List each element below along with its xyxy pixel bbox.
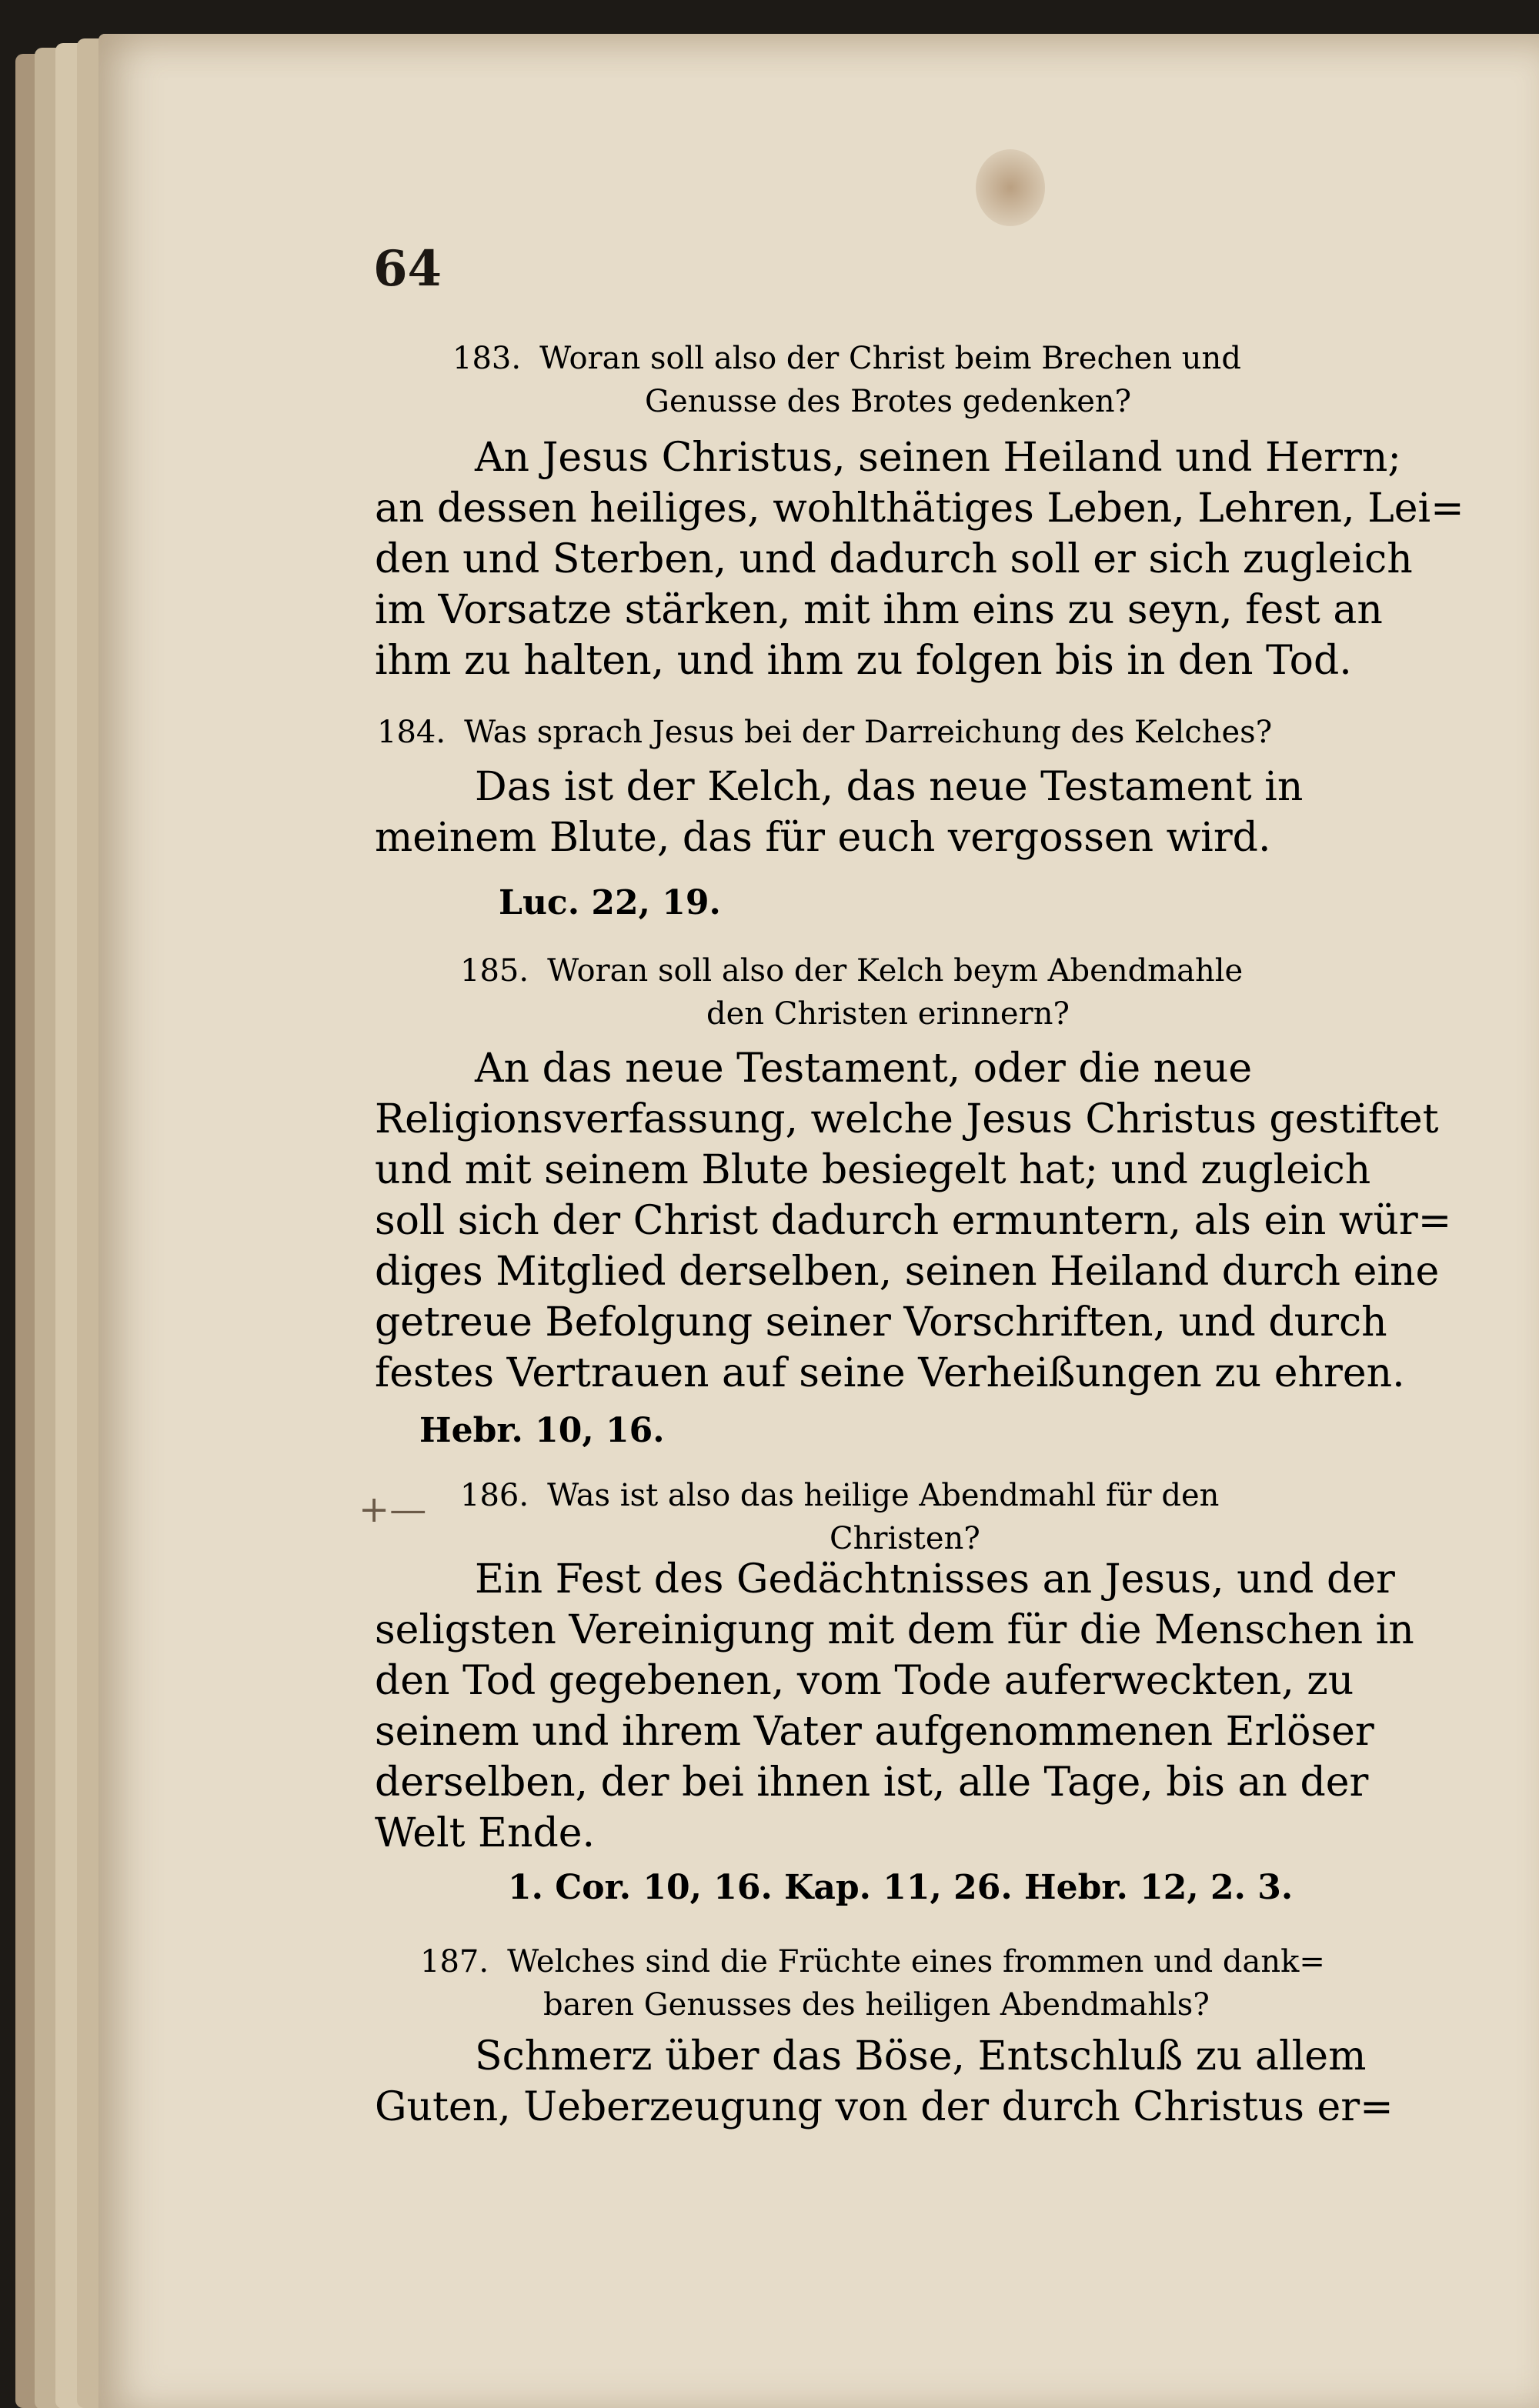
answer-line: An Jesus Christus, seinen Heiland und Herrn;: [475, 435, 1401, 481]
question-number: 184.: [377, 715, 446, 750]
question-number: 187.: [420, 1944, 489, 1979]
answer-line: Das ist der Kelch, das neue Testament in: [475, 764, 1304, 810]
answer-line: und mit seinem Blute besiegelt hat; und zugleich: [375, 1147, 1371, 1193]
handwritten-cross-mark: +—: [359, 1488, 427, 1531]
question-number: 183.: [452, 341, 522, 376]
answer-185: [375, 1043, 1452, 1399]
question-line: Woran soll also der Christ beim Brechen und: [539, 341, 1241, 376]
answer-line: soll sich der Christ dadurch ermuntern, als ein wür=: [375, 1198, 1452, 1244]
answer-line: getreue Befolgung seiner Vorschriften, und durch: [375, 1299, 1387, 1346]
answer-line: Ein Fest des Gedächtnisses an Jesus, und der: [475, 1556, 1395, 1603]
answer-line: Welt Ende.: [375, 1810, 596, 1856]
answer-line: meinem Blute, das für euch vergossen wird.: [375, 815, 1271, 861]
question-line: Was ist also das heilige Abendmahl für den: [547, 1478, 1220, 1513]
question-186: [460, 1474, 1384, 1560]
answer-line: an dessen heiliges, wohlthätiges Leben, Lehren, Lei=: [375, 485, 1464, 532]
answer-line: derselben, der bei ihnen ist, alle Tage, bis an der: [375, 1759, 1369, 1806]
answer-line: Schmerz über das Böse, Entschluß zu allem: [475, 2033, 1367, 2079]
question-line: Was sprach Jesus bei der Darreichung des Kelches?: [464, 715, 1273, 750]
reference-185: Hebr. 10, 16.: [419, 1411, 665, 1450]
question-line: Welches sind die Früchte eines frommen und dank=: [507, 1944, 1325, 1979]
question-183: [452, 337, 1376, 423]
question-line: den Christen erinnern?: [706, 996, 1070, 1032]
page-number: 64: [373, 240, 442, 298]
question-185: [460, 949, 1384, 1036]
question-line: baren Genusses des heiligen Abendmahls?: [543, 1987, 1210, 2023]
answer-line: seligsten Vereinigung mit dem für die Menschen in: [375, 1607, 1414, 1653]
answer-line: An das neue Testament, oder die neue: [475, 1046, 1253, 1092]
question-187: [420, 1940, 1436, 2026]
answer-line: seinem und ihrem Vater aufgenommenen Erlöser: [375, 1709, 1374, 1755]
reference-184: Luc. 22, 19.: [499, 883, 721, 922]
answer-line: ihm zu halten, und ihm zu folgen bis in den Tod.: [375, 638, 1352, 684]
answer-187: [375, 2031, 1421, 2133]
answer-line: diges Mitglied derselben, seinen Heiland durch eine: [375, 1249, 1440, 1295]
answer-183: [375, 432, 1464, 686]
answer-line: den und Sterben, und dadurch soll er sich zugleich: [375, 536, 1413, 582]
answer-186: [375, 1554, 1421, 1859]
stain-mark: [976, 149, 1045, 226]
answer-184: [375, 762, 1421, 863]
question-line: Genusse des Brotes gedenken?: [645, 384, 1132, 419]
answer-line: im Vorsatze stärken, mit ihm eins zu seyn, fest an: [375, 587, 1383, 633]
question-184: [377, 711, 1431, 754]
reference-186: 1. Cor. 10, 16. Kap. 11, 26. Hebr. 12, 2. 3.: [508, 1868, 1294, 1907]
question-number: 185.: [460, 953, 529, 989]
question-line: Woran soll also der Kelch beym Abendmahle: [547, 953, 1244, 989]
question-line: Christen?: [830, 1521, 980, 1556]
answer-line: den Tod gegebenen, vom Tode auferweckten, zu: [375, 1658, 1354, 1704]
question-number: 186.: [460, 1478, 529, 1513]
answer-line: festes Vertrauen auf seine Verheißungen zu ehren.: [375, 1350, 1405, 1396]
answer-line: Guten, Ueberzeugung von der durch Christus er=: [375, 2084, 1394, 2130]
answer-line: Religionsverfassung, welche Jesus Christus gestiftet: [375, 1096, 1439, 1142]
